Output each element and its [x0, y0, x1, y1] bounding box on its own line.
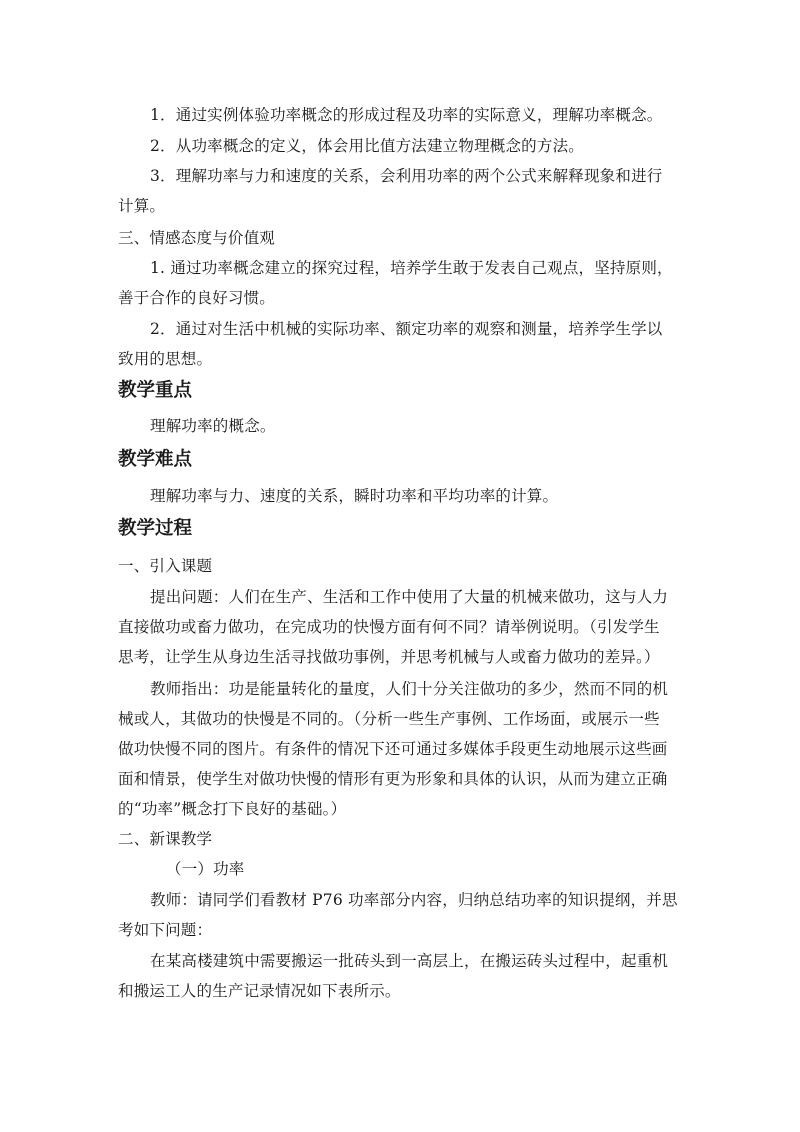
- process-paragraph-1-line-1: 提出问题：人们在生产、生活和工作中使用了大量的机械来做功，这与人力: [150, 588, 669, 606]
- emotion-item-2: 2．通过对生活中机械的实际功率、额定功率的观察和测量，培养学生学以: [150, 320, 663, 338]
- key-points-text: 理解功率的概念。: [150, 417, 276, 435]
- emotion-item-2-continued: 致用的思想。: [118, 350, 213, 368]
- heading-key-points: 教学重点: [118, 380, 193, 401]
- process-paragraph-4-line-2: 和搬运工人的生产记录情况如下表所示。: [118, 982, 401, 1000]
- process-paragraph-2-line-5: 的“功率”概念打下良好的基础。）: [118, 800, 347, 818]
- process-paragraph-2-line-2: 械或人，其做功的快慢是不同的。（分析一些生产事例、工作场面，或展示一些: [118, 710, 660, 728]
- process-paragraph-2-line-3: 做功快慢不同的图片。有条件的情况下还可通过多媒体手段更生动地展示这些画: [118, 740, 668, 758]
- section-title-emotion: 三、情感态度与价值观: [118, 229, 276, 247]
- process-paragraph-4-line-1: 在某高楼建筑中需要搬运一批砖头到一高层上，在搬运砖头过程中，起重机: [150, 952, 669, 970]
- process-paragraph-3-line-1: 教师：请同学们看教材 P76 功率部分内容，归纳总结功率的知识提纲，并思: [150, 891, 678, 909]
- process-subsection-1-title: （一）功率: [166, 860, 245, 878]
- heading-difficulties: 教学难点: [118, 449, 193, 470]
- heading-process: 教学过程: [118, 518, 193, 539]
- process-paragraph-1-line-2: 直接做功或畜力做功，在完成功的快慢方面有何不同？请举例说明。（引发学生: [118, 618, 660, 636]
- objective-item-3: 3．理解功率与力和速度的关系，会利用功率的两个公式来解释现象和进行: [150, 167, 663, 185]
- process-paragraph-2-line-1: 教师指出：功是能量转化的量度，人们十分关注做功的多少，然而不同的机: [150, 680, 669, 698]
- process-paragraph-1-line-3: 思考，让学生从身边生活寻找做功事例，并思考机械与人或畜力做功的差异。）: [118, 648, 660, 666]
- process-part-1-title: 一、引入课题: [118, 557, 213, 575]
- emotion-item-1: 1. 通过功率概念建立的探究过程，培养学生敢于发表自己观点，坚持原则，: [150, 259, 673, 277]
- objective-item-1: 1．通过实例体验功率概念的形成过程及功率的实际意义，理解功率概念。: [150, 106, 663, 124]
- objective-item-3-continued: 计算。: [118, 197, 166, 215]
- objective-item-2: 2．从功率概念的定义，体会用比值方法建立物理概念的方法。: [150, 137, 584, 155]
- difficulties-text: 理解功率与力、速度的关系，瞬时功率和平均功率的计算。: [150, 487, 559, 505]
- process-part-2-title: 二、新课教学: [118, 830, 213, 848]
- emotion-item-1-continued: 善于合作的良好习惯。: [118, 289, 276, 307]
- process-paragraph-3-line-2: 考如下问题：: [118, 921, 213, 939]
- process-paragraph-2-line-4: 面和情景，使学生对做功快慢的情形有更为形象和具体的认识，从而为建立正确: [118, 770, 668, 788]
